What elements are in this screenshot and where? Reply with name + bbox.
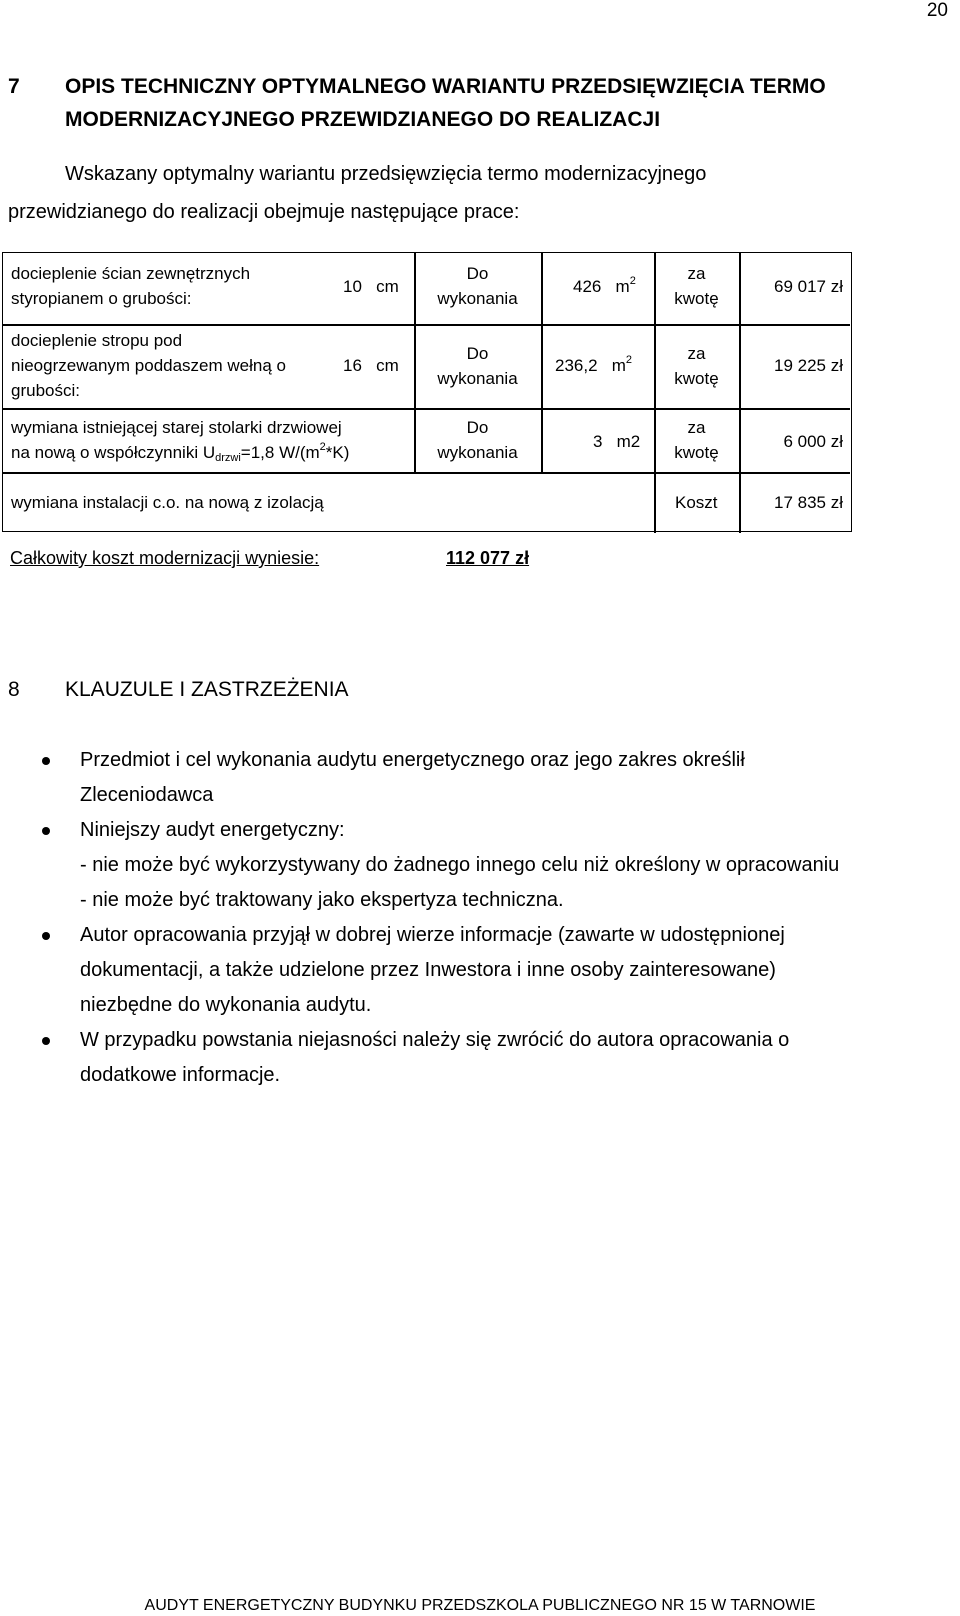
row-divider	[3, 408, 850, 410]
section-7-title-line1: OPIS TECHNICZNY OPTYMALNEGO WARIANTU PRZEDSIĘWZIĘCIA TERMO	[65, 75, 826, 98]
section-7-title-line2: MODERNIZACYJNEGO PRZEWIDZIANEGO DO REALIZACJI	[65, 108, 661, 131]
row2-action-line2: wykonania	[437, 369, 518, 388]
row3-desc-part-c: *K)	[325, 443, 350, 462]
total-cost-amount: 112 077 zł	[446, 548, 530, 568]
row3-price-line2: kwotę	[674, 443, 719, 462]
row1-price-line1: za	[687, 264, 706, 283]
page-number: 20	[926, 0, 948, 21]
row3-price-line1: za	[687, 418, 706, 437]
row1-area	[573, 274, 636, 299]
section-8-heading	[8, 675, 908, 705]
row1-desc-line2: styropianem o grubości:	[11, 289, 192, 308]
row1-price	[654, 261, 739, 311]
row2-desc-line3: grubości:	[11, 381, 80, 400]
row1-cost: 69 017 zł	[774, 277, 843, 296]
row3-desc-line1: wymiana istniejącej starej stolarki drzwiowej	[11, 418, 342, 437]
row3-cost: 6 000 zł	[783, 432, 843, 451]
page-footer: AUDYT ENERGETYCZNY BUDYNKU PRZEDSZKOLA PUBLICZNEGO NR 15 W TARNOWIE	[144, 1597, 816, 1614]
row3-desc-line2	[11, 440, 411, 465]
list-item-line: Autor opracowania przyjął w dobrej wierze informacje (zawarte w udostępnionej	[80, 924, 785, 946]
row2-action	[414, 341, 541, 391]
bullet-icon	[42, 932, 50, 940]
list-item	[0, 813, 955, 918]
row1-area-value: 426 m	[573, 277, 630, 296]
list-item	[0, 743, 955, 813]
list-item-line: Przedmiot i cel wykonania audytu energetycznego oraz jego zakres określił	[80, 749, 745, 771]
row1-action	[414, 261, 541, 311]
row4-cost: 17 835 zł	[774, 493, 843, 512]
row1-desc-line1: docieplenie ścian zewnętrznych	[11, 264, 251, 283]
total-cost-value	[420, 548, 529, 569]
row1-action-line2: wykonania	[437, 289, 518, 308]
row1-action-line1: Do	[466, 264, 489, 283]
col-divider	[541, 253, 543, 472]
clauses-list	[0, 743, 955, 1093]
list-item	[0, 918, 955, 1023]
list-item-line: niezbędne do wykonania audytu.	[80, 994, 372, 1016]
section-7-number: 7	[8, 75, 20, 98]
row2-cost: 19 225 zł	[774, 356, 843, 375]
row1-description	[11, 261, 331, 311]
row3-desc-sup: 2	[319, 441, 326, 453]
list-item-line: W przypadku powstania niejasności należy się zwrócić do autora opracowania o	[80, 1029, 790, 1051]
bullet-icon	[42, 827, 50, 835]
row2-price	[654, 341, 739, 391]
list-item-line: - nie może być traktowany jako ekspertyza techniczna.	[80, 889, 564, 911]
list-item-line: - nie może być wykorzystywany do żadnego innego celu niż określony w opracowaniu	[80, 854, 840, 876]
row3-desc-sub: drzwi	[215, 452, 241, 464]
row2-thickness: 16 cm	[343, 356, 399, 375]
row3-price	[654, 415, 739, 465]
row2-area-value: 236,2 m	[555, 356, 626, 375]
row3-desc-part-a: na nową o współczynniki U	[11, 443, 216, 462]
bullet-icon	[42, 757, 50, 765]
works-table	[2, 252, 852, 532]
row4-description: wymiana instalacji c.o. na nową z izolacją	[11, 493, 324, 512]
row3-description	[11, 415, 411, 465]
row2-area-sup: 2	[625, 354, 632, 366]
row3-area: 3 m2	[593, 432, 641, 451]
row2-area	[555, 353, 632, 378]
row2-desc-line1: docieplenie stropu pod	[11, 331, 183, 350]
row3-action	[414, 415, 541, 465]
list-item-line: dokumentacji, a także udzielone przez Inwestora i inne osoby zainteresowane)	[80, 959, 776, 981]
row1-thickness: 10 cm	[343, 277, 399, 296]
list-item-line: dodatkowe informacje.	[80, 1064, 281, 1086]
section-7-heading	[8, 70, 908, 136]
list-item-line: Niniejszy audyt energetyczny:	[80, 819, 345, 841]
bullet-icon	[42, 1037, 50, 1045]
intro-line1: Wskazany optymalny wariantu przedsięwzięcia termo modernizacyjnego	[65, 163, 707, 185]
row3-action-line2: wykonania	[437, 443, 518, 462]
section-8-number: 8	[8, 678, 20, 701]
section-8-title: KLAUZULE I ZASTRZEŻENIA	[65, 678, 349, 701]
row3-desc-part-b: =1,8 W/(m	[240, 443, 320, 462]
row1-price-line2: kwotę	[674, 289, 719, 308]
section-7-intro	[8, 155, 908, 231]
row4-price: Koszt	[675, 493, 718, 512]
row2-action-line1: Do	[466, 344, 489, 363]
row1-area-sup: 2	[629, 275, 636, 287]
list-item-line: Zleceniodawca	[80, 784, 214, 806]
row3-action-line1: Do	[466, 418, 489, 437]
total-cost-label: Całkowity koszt modernizacji wyniesie:	[10, 548, 320, 568]
row-divider	[3, 324, 850, 326]
col-divider	[654, 472, 656, 533]
row2-price-line1: za	[687, 344, 706, 363]
row2-price-line2: kwotę	[674, 369, 719, 388]
list-item	[0, 1023, 955, 1093]
row2-description	[11, 328, 341, 403]
intro-line2: przewidzianego do realizacji obejmuje następujące prace:	[8, 201, 520, 223]
row2-desc-line2: nieogrzewanym poddaszem wełną o	[11, 356, 286, 375]
row-divider	[3, 472, 850, 474]
